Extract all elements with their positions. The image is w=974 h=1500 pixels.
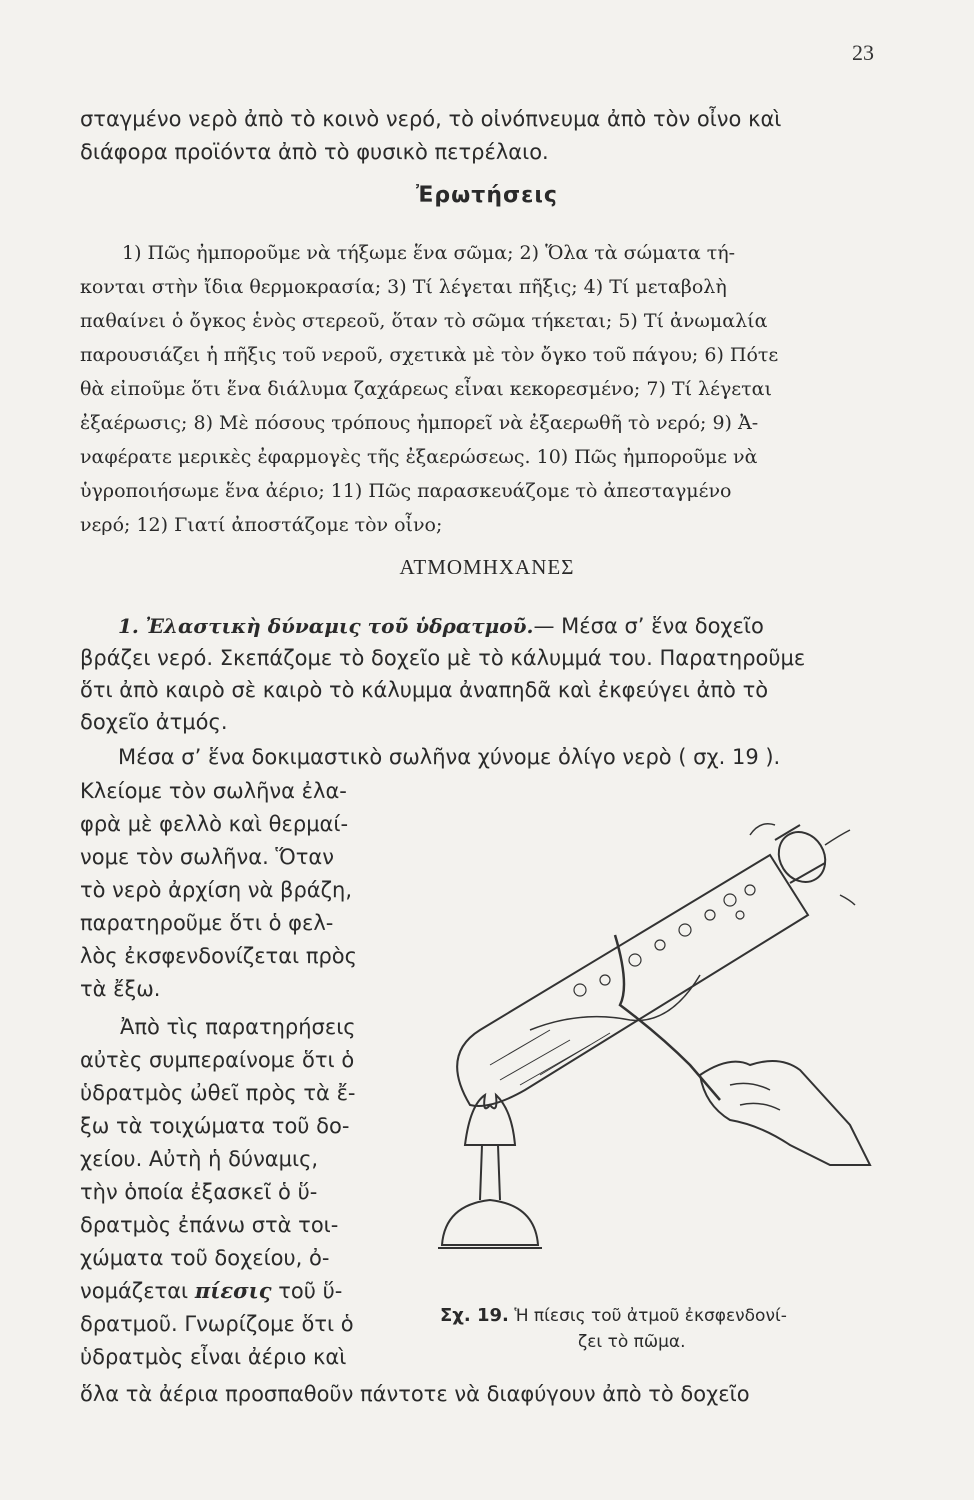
hand xyxy=(700,1061,870,1165)
questions-line: θὰ εἰποῦμε ὅτι ἕνα διάλυμα ζαχάρεως εἶναι κεκορεσμένο; 7) Τί λέγεται xyxy=(80,378,772,400)
narrow-line: ὑδρατμὸς εἶναι ἀέριο καὶ xyxy=(80,1345,347,1369)
vapour xyxy=(750,824,855,905)
questions-line: κονται στὴν ἴδια θερμοκρασία; 3) Τί λέγεται πῆξις; 4) Τί μεταβολὴ xyxy=(80,276,727,298)
narrow-line-pressure xyxy=(80,1275,400,1308)
narrow-line: Ἀπὸ τὶς παρατηρήσεις xyxy=(120,1015,356,1039)
tube-shading xyxy=(490,1030,610,1085)
figure-test-tube-illustration xyxy=(430,805,900,1280)
narrow-text: τοῦ ὕ- xyxy=(278,1279,343,1303)
questions-line: ὑγροποιήσωμε ἕνα ἀέριο; 11) Πῶς παρασκευάζομε τὸ ἀπεσταγμένο xyxy=(80,480,732,502)
tube-holder xyxy=(615,935,720,1100)
figure-label: Σχ. 19. xyxy=(440,1305,509,1326)
figure-caption xyxy=(440,1303,890,1355)
narrow-line: ξω τὰ τοιχώματα τοῦ δο- xyxy=(80,1114,350,1138)
narrow-line: δρατμὸς ἐπάνω στὰ τοι- xyxy=(80,1213,339,1237)
narrow-line: λὸς ἐκσφενδονίζεται πρὸς xyxy=(80,944,357,968)
section-line: βράζει νερό. Σκεπάζομε τὸ δοχεῖο μὲ τὸ κάλυμμά του. Παρατηροῦμε xyxy=(80,646,806,670)
section-line: δοχεῖο ἀτμός. xyxy=(80,710,228,734)
flame xyxy=(465,1095,515,1145)
questions-line: παρουσιάζει ἡ πῆξις τοῦ νεροῦ, σχετικὰ μὲ τὸν ὄγκο τοῦ πάγου; 6) Πότε xyxy=(80,344,779,366)
narrow-line: ὑδρατμὸς ὠθεῖ πρὸς τὰ ἔ- xyxy=(80,1081,356,1105)
intro-line: διάφορα προϊόντα ἀπὸ τὸ φυσικὸ πετρέλαιο. xyxy=(80,140,549,164)
questions-line: ἐξαέρωσις; 8) Μὲ πόσους τρόπους ἠμπορεῖ νὰ ἐξαερωθῆ τὸ νερό; 9) Ἀ- xyxy=(80,412,759,434)
questions-line: παθαίνει ὁ ὄγκος ἑνὸς στερεοῦ, ὅταν τὸ σῶμα τήκεται; 5) Τί ἀνωμαλία xyxy=(80,310,768,332)
narrow-line: Κλείομε τὸν σωλῆνα ἐλα- xyxy=(80,779,347,803)
questions-heading: Ἐρωτήσεις xyxy=(416,183,558,208)
questions-line: ναφέρατε μερικὲς ἐφαρμογὲς τῆς ἐξαερώσεως. 10) Πῶς ἠμποροῦμε νὰ xyxy=(80,446,758,468)
bubbles xyxy=(574,885,755,996)
narrow-line: νομε τὸν σωλῆνα. Ὅταν xyxy=(80,845,335,869)
questions-line: νερό; 12) Γιατί ἀποστάζομε τὸν οἶνο; xyxy=(80,514,443,536)
cork xyxy=(770,823,835,890)
burner-stem xyxy=(480,1145,500,1200)
intro-line: σταγμένο νερὸ ἀπὸ τὸ κοινὸ νερό, τὸ οἰνόπνευμα ἀπὸ τὸν οἶνο καὶ xyxy=(80,107,782,131)
questions-line: 1) Πῶς ἠμποροῦμε νὰ τήξωμε ἕνα σῶμα; 2) Ὅλα τὰ σώματα τή- xyxy=(122,242,736,264)
narrow-line: χώματα τοῦ δοχείου, ὀ- xyxy=(80,1246,330,1270)
narrow-text: νομάζεται xyxy=(80,1279,189,1303)
section-first-line-rest: — Μέσα σ’ ἕνα δοχεῖο xyxy=(533,614,764,638)
narrow-line: παρατηροῦμε ὅτι ὁ φελ- xyxy=(80,911,334,935)
pressure-term: πίεσις xyxy=(194,1278,272,1303)
liquid-surface xyxy=(530,975,700,1030)
last-line: ὅλα τὰ ἀέρια προσπαθοῦν πάντοτε νὰ διαφύγουν ἀπὸ τὸ δοχεῖο xyxy=(80,1382,750,1406)
narrow-line: τὸ νερὸ ἀρχίση νὰ βράζη, xyxy=(80,878,353,902)
narrow-line: τὴν ὁποία ἐξασκεῖ ὁ ὕ- xyxy=(80,1180,318,1204)
narrow-line: χείου. Αὐτὴ ἡ δύναμις, xyxy=(80,1147,319,1171)
section-number: 1. xyxy=(118,614,139,638)
section-paragraph-line: Μέσα σ’ ἕνα δοκιμαστικὸ σωλῆνα χύνομε ὀλίγο νερὸ ( σχ. 19 ). xyxy=(118,745,781,769)
narrow-line: τὰ ἔξω. xyxy=(80,977,161,1001)
burner-base xyxy=(442,1200,538,1245)
narrow-line: δρατμοῦ. Γνωρίζομε ὅτι ὁ xyxy=(80,1312,354,1336)
caption-line1: Ἡ πίεσις τοῦ ἀτμοῦ ἐκσφενδονί- xyxy=(514,1306,787,1326)
section-line: ὅτι ἀπὸ καιρὸ σὲ καιρὸ τὸ κάλυμμα ἀναπηδᾶ καὶ ἐκφεύγει ἀπὸ τὸ xyxy=(80,678,769,702)
narrow-line: φρὰ μὲ φελλὸ καὶ θερμαί- xyxy=(80,812,349,836)
section-title: Ἐλαστικὴ δύναμις τοῦ ὑδρατμοῦ. xyxy=(145,614,534,638)
narrow-line: αὐτὲς συμπεραίνομε ὅτι ὁ xyxy=(80,1048,355,1072)
page-number: 23 xyxy=(852,40,874,65)
section-heading: ΑΤΜΟΜΗΧΑΝΕΣ xyxy=(399,555,575,579)
test-tube xyxy=(457,855,808,1106)
caption-line2: ζει τὸ πῶμα. xyxy=(578,1332,686,1352)
section-first-line xyxy=(80,610,895,642)
